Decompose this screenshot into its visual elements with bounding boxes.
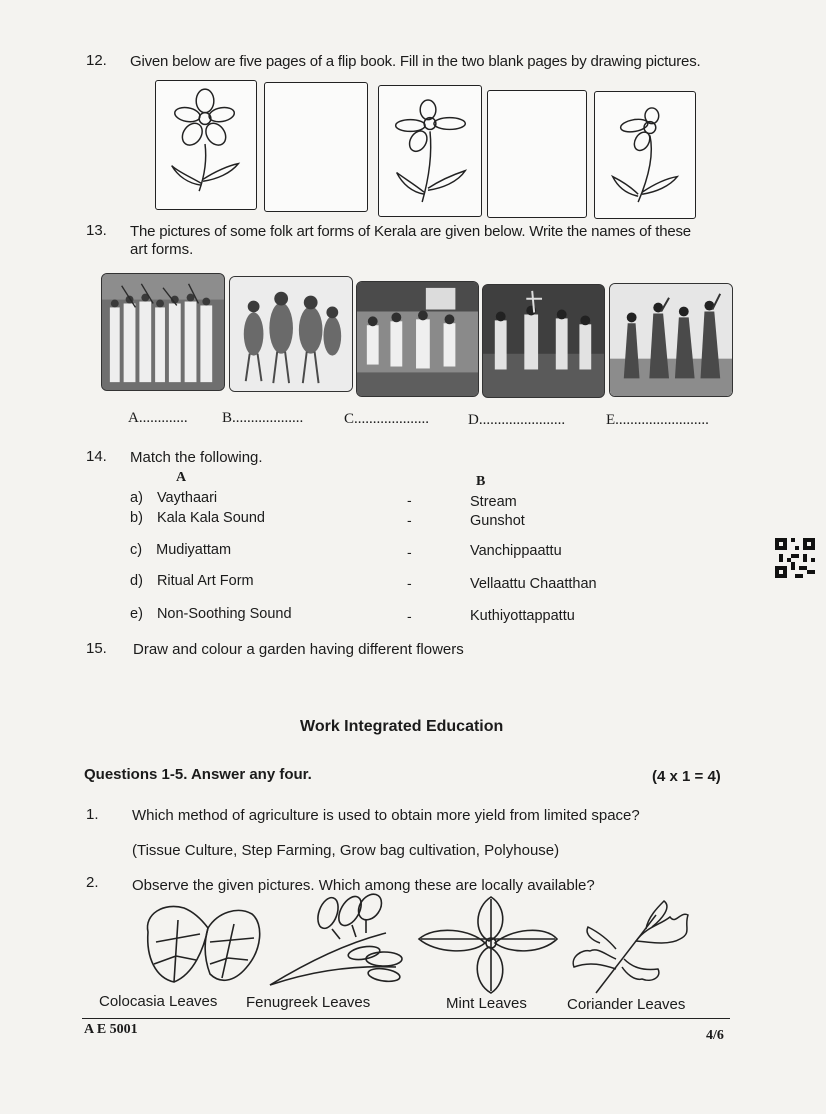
wie-q1-number: 1. [86,806,99,823]
blank-e[interactable]: E......................... [606,412,709,428]
match-item-a: Mudiyattam [156,542,232,558]
match-row [130,573,254,589]
match-dash: - [407,575,412,591]
wie-q1-text: Which method of agriculture is used to obtain more yield from limited space? [132,807,640,824]
q13-number: 13. [86,222,107,239]
page-number: 4/6 [706,1028,724,1043]
q12-number: 12. [86,52,107,69]
q15-number: 15. [86,640,107,657]
paper-code: A E 5001 [84,1022,138,1037]
q15-text: Draw and colour a garden having different flowers [133,641,464,658]
night-ritual-image [483,285,604,397]
footer-divider [82,1018,730,1019]
match-dash: - [407,492,412,508]
costumed-dancers-image [230,277,352,391]
flip-page-3 [378,85,482,217]
folk-art-photo-e [609,283,733,397]
colocasia-leaves-image [138,898,266,988]
match-item-b: Kuthiyottappattu [470,608,575,624]
match-letter: e) [130,606,143,622]
q14-text: Match the following. [130,449,263,466]
match-dash: - [407,608,412,624]
match-row [130,606,292,622]
column-b-header: B [476,474,486,489]
caption-fenugreek: Fenugreek Leaves [246,994,371,1011]
section-title: Work Integrated Education [300,718,504,735]
caption-mint: Mint Leaves [446,995,527,1012]
match-letter: b) [130,510,143,526]
flip-page-4-blank[interactable] [487,90,587,218]
blank-c[interactable]: C.................... [344,411,430,427]
match-item-a: Vaythaari [156,490,218,506]
blank-d[interactable]: D....................... [468,412,566,428]
match-row [130,490,217,506]
folk-art-photo-a [101,273,225,391]
flip-page-2-blank[interactable] [264,82,368,212]
wie-q1-options: (Tissue Culture, Step Farming, Grow bag cultivation, Polyhouse) [132,842,560,859]
column-a-header: A [176,470,187,485]
wie-q2-text: Observe the given pictures. Which among these are locally available? [132,877,595,894]
match-item-b: Vellaattu Chaatthan [470,576,597,592]
match-item-b: Stream [470,494,517,510]
blank-b[interactable]: B................... [222,410,304,426]
q12-text: Given below are five pages of a flip book. Fill in the two blank pages by drawing pictures. [130,53,701,70]
flower-half-drawing [379,86,481,216]
match-item-a: Kala Kala Sound [156,510,265,526]
qr-code-icon [775,538,815,578]
q13-text-line1: The pictures of some folk art forms of Kerala are given below. Write the names of these [130,223,691,240]
match-item-b: Vanchippaattu [470,543,562,559]
match-dash: - [407,512,412,528]
fenugreek-leaves-image [266,893,412,989]
flower-full-drawing [156,81,256,209]
mint-leaves-image [415,893,559,997]
match-letter: c) [130,542,143,558]
q14-number: 14. [86,448,107,465]
coriander-leaves-image [566,897,694,997]
flip-page-5 [594,91,696,219]
crowd-performance-image [357,282,478,396]
folk-art-photo-d [482,284,605,398]
match-item-a: Non-Soothing Sound [156,606,292,622]
wie-q2-number: 2. [86,874,99,891]
blank-a[interactable]: A............. [128,410,188,426]
flip-page-1 [155,80,257,210]
match-row [130,510,265,526]
caption-coriander: Coriander Leaves [567,996,686,1013]
match-letter: a) [130,490,143,506]
caption-colocasia: Colocasia Leaves [99,993,218,1010]
match-dash: - [407,544,412,560]
flower-bud-drawing [595,92,695,218]
match-item-b: Gunshot [470,513,525,529]
folk-art-photo-b [229,276,353,392]
match-row [130,542,231,558]
women-dancers-image [610,284,732,396]
group-performers-image [102,274,224,390]
match-letter: d) [130,573,143,589]
folk-art-photo-c [356,281,479,397]
match-item-a: Ritual Art Form [156,573,254,589]
section-marks: (4 x 1 = 4) [652,768,721,785]
q13-text-line2: art forms. [130,241,194,258]
section-instructions: Questions 1-5. Answer any four. [84,766,312,783]
